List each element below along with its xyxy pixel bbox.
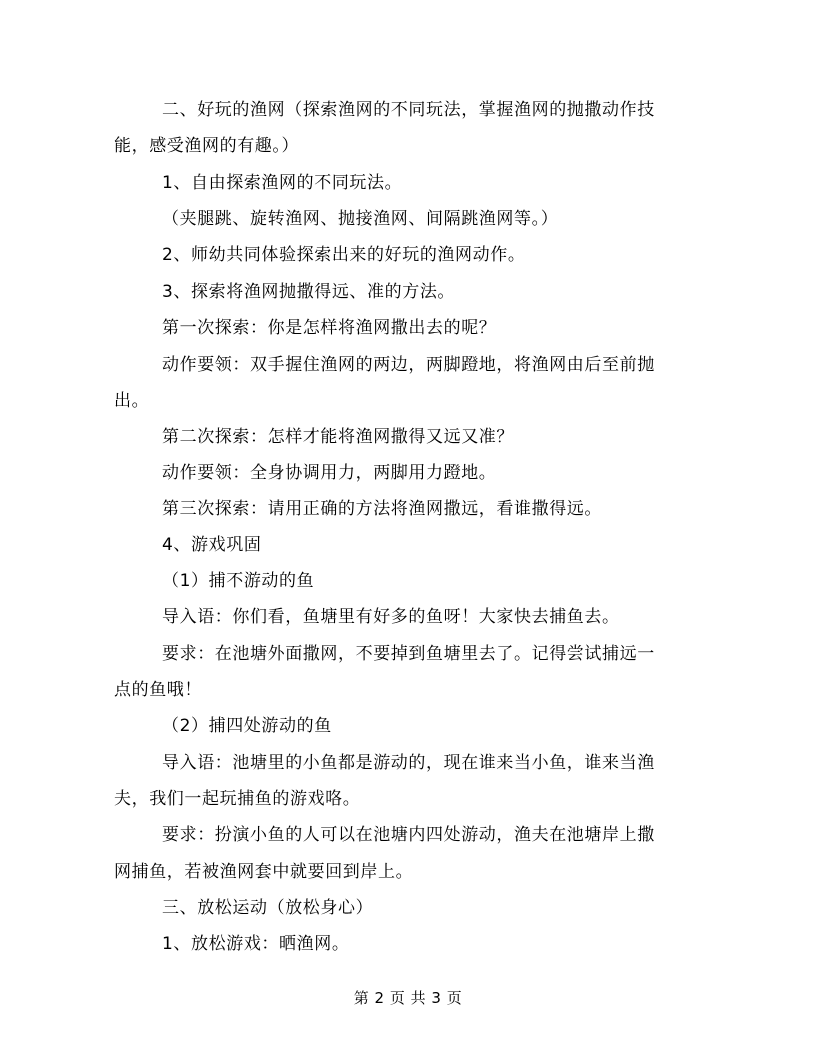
paragraph-line: 导入语：你们看，鱼塘里有好多的鱼呀！大家快去捕鱼去。 [162,607,620,627]
subsection-heading: （2）捕四处游动的鱼 [162,716,332,736]
section-heading: 二、好玩的渔网（探索渔网的不同玩法，掌握渔网的抛撒动作技 [162,100,655,120]
list-item: 1、自由探索渔网的不同玩法。 [162,173,403,193]
section-heading: 三、放松运动（放松身心） [162,898,374,918]
paragraph-line: 要求：扮演小鱼的人可以在池塘内四处游动，渔夫在池塘岸上撒 [162,825,655,845]
paragraph-line: 第二次探索：怎样才能将渔网撒得又远又准？ [162,427,514,447]
paragraph-line: 能，感受渔网的有趣。） [114,136,300,156]
paragraph-line: 动作要领：全身协调用力，两脚用力蹬地。 [162,463,497,483]
paragraph-line: （夹腿跳、旋转渔网、抛接渔网、间隔跳渔网等。） [162,209,559,229]
paragraph-line: 第一次探索：你是怎样将渔网撒出去的呢？ [162,318,497,338]
list-item: 3、探索将渔网抛撒得远、准的方法。 [162,282,456,302]
paragraph-line: 夫，我们一起玩捕鱼的游戏咯。 [114,789,361,809]
list-item: 4、游戏巩固 [162,535,262,555]
list-item: 1、放松游戏：晒渔网。 [162,934,350,954]
paragraph-line: 网捕鱼，若被渔网套中就要回到岸上。 [114,862,414,882]
subsection-heading: （1）捕不游动的鱼 [162,571,315,591]
list-item: 2、师幼共同体验探索出来的好玩的渔网动作。 [162,245,526,265]
paragraph-line: 点的鱼哦！ [114,680,202,700]
paragraph-line: 导入语：池塘里的小鱼都是游动的，现在谁来当小鱼，谁来当渔 [162,753,655,773]
paragraph-line: 动作要领：双手握住渔网的两边，两脚蹬地，将渔网由后至前抛 [162,355,655,375]
paragraph-line: 第三次探索：请用正确的方法将渔网撒远，看谁撒得远。 [162,499,602,519]
paragraph-line: 要求：在池塘外面撒网，不要掉到鱼塘里去了。记得尝试捕远一 [162,644,655,664]
page-number-footer: 第 2 页 共 3 页 [353,989,463,1007]
paragraph-line: 出。 [114,391,150,411]
